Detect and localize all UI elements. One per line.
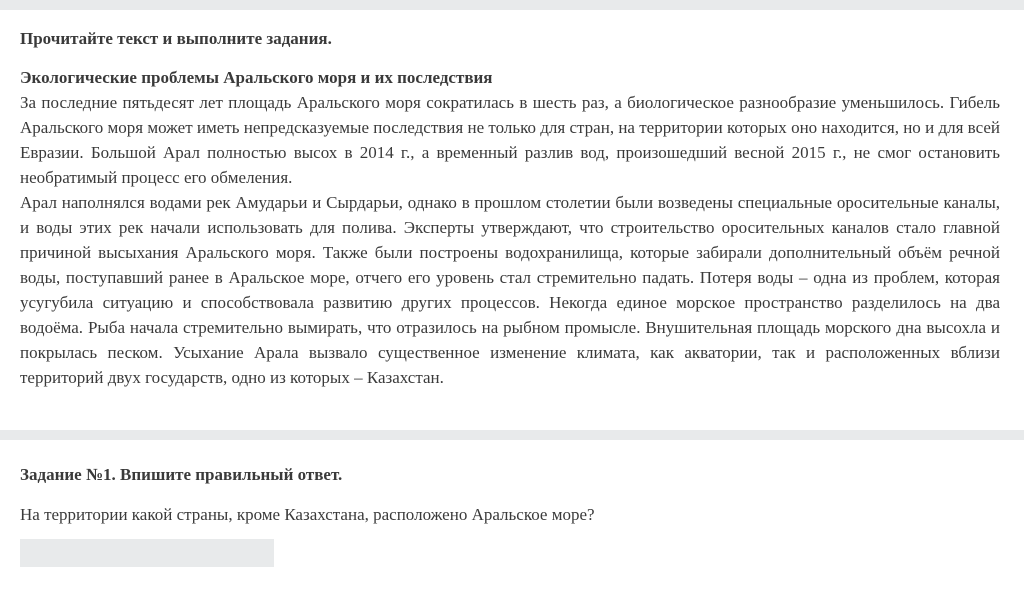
task-question: На территории какой страны, кроме Казахстана, расположено Аральское море? (20, 505, 595, 524)
section-divider (0, 430, 1024, 440)
article-title: Экологические проблемы Аральского моря и их последствия (20, 68, 493, 87)
article-paragraph-1: За последние пятьдесят лет площадь Аральского моря сократилась в шесть раз, а биологическое разнообразие уменьшилось. Гибель Аральского моря может иметь непредсказуемые последствия не только для стран, на территории которых оно находится, но и для всей Евразии. Большой Арал полностью высох в 2014 г., а временный разлив вод, произошедший весной 2015 г., не смог остановить необратимый процесс его обмеления. (20, 93, 1000, 187)
task-title: Задание №1. Впишите правильный ответ. (20, 465, 343, 484)
reading-section (0, 10, 1024, 412)
top-divider (0, 0, 1024, 10)
instruction-text: Прочитайте текст и выполните задания. (20, 29, 332, 48)
article-paragraph-2: Арал наполнялся водами рек Амударьи и Сырдарьи, однако в прошлом столетии были возведены специальные оросительные каналы, и воды этих рек начали использовать для полива. Эксперты утверждают, что строительство оросительных каналов стало главной причиной высыхания Аральского моря. Также были построены водохранилища, которые забирали дополнительный объём речной воды, поступавший ранее в Аральское море, отчего его уровень стал стремительно падать. Потеря воды – одна из проблем, которая усугубила ситуацию и способствовала развитию других процессов. Некогда единое морское пространство разделилось на два водоёма. Рыба начала стремительно вымирать, что отразилось на рыбном промысле. Внушительная площадь морского дна высохла и покрылась песком. Усыхание Арала вызвало существенное изменение климата, как акватории, так и расположенных вблизи территорий двух государств, одно из которых – Казахстан. (20, 193, 1000, 387)
task-section (0, 440, 1024, 567)
answer-input[interactable] (20, 539, 274, 567)
